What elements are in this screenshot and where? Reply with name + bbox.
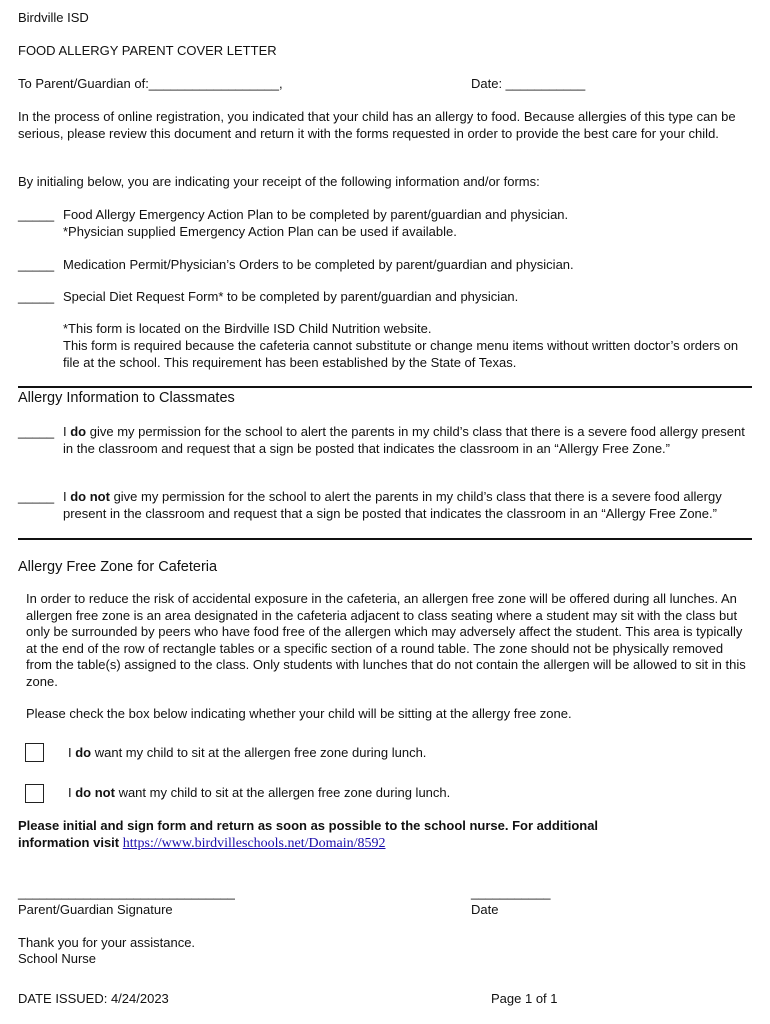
cafeteria-check-prompt: Please check the box below indicating whether your child will be sitting at the allergy free zone. [26, 706, 572, 721]
initial-blank-3[interactable]: _____ [18, 289, 55, 304]
allergen-zone-no-label: I do not want my child to sit at the allergen free zone during lunch. [68, 785, 451, 800]
initial-blank-2[interactable]: _____ [18, 257, 55, 272]
date-line: Date: ___________ [471, 76, 586, 91]
classmates-heading: Allergy Information to Classmates [18, 390, 235, 406]
form-note-location: *This form is located on the Birdville ISD Child Nutrition website. [63, 321, 432, 336]
allergen-zone-yes-checkbox[interactable] [25, 743, 44, 762]
initial-prompt: By initialing below, you are indicating your receipt of the following information and/or forms: [18, 174, 540, 189]
cafeteria-paragraph: In order to reduce the risk of accidental exposure in the cafeteria, an allergen free zone will be offered during all lunches. An allergen free zone is an area designated in the cafeteria adjacent to class seating where a student may sit with the class but only be surrounded by peers who have food free of the allergen which may adversely affect the student. This area is typically at the end of the row of rectangle tables or a specific section of a round table. The zone should not be physically removed from the table(s) assigned to the class. Only students with lunches that do not contain the allergen will be allowed to sit in this zone. [26, 591, 746, 689]
return-instruction: Please initial and sign form and return as soon as possible to the school nurse. For additional information visit https://www.birdvilleschools.net/Domain/8592 [18, 818, 599, 851]
intro-paragraph: In the process of online registration, you indicated that your child has an allergy to food. Because allergies of this type can be serious, please review this document and return it with the forms requested in order to provide the best care for your child. [18, 109, 736, 141]
allergen-zone-yes-label: I do want my child to sit at the allergen free zone during lunch. [68, 745, 427, 760]
initial-blank-classmates-do-not[interactable]: _____ [18, 489, 55, 504]
form-item-emergency-plan: Food Allergy Emergency Action Plan to be completed by parent/guardian and physician. [63, 207, 569, 222]
initial-blank-1[interactable]: _____ [18, 207, 55, 222]
page-number: Page 1 of 1 [491, 991, 558, 1006]
recipient-line: To Parent/Guardian of:__________________, [18, 76, 283, 91]
classmates-permission-do: I do give my permission for the school to alert the parents in my child’s class that there is a severe food allergy present in the classroom and request that a sign be posted that indicates the classroom in an “Allergy Free Zone.” [63, 424, 745, 456]
signature-date-line[interactable]: ___________ [471, 885, 551, 900]
school-nurse-signoff: School Nurse [18, 951, 97, 966]
allergen-zone-no-checkbox[interactable] [25, 784, 44, 803]
signature-date-label: Date [471, 902, 499, 917]
section-divider-bottom [18, 538, 752, 540]
document-title: FOOD ALLERGY PARENT COVER LETTER [18, 43, 277, 58]
section-divider-top [18, 386, 752, 388]
form-item-emergency-plan-note: *Physician supplied Emergency Action Plan can be used if available. [63, 224, 457, 239]
thank-you-text: Thank you for your assistance. [18, 935, 196, 950]
classmates-permission-do-not: I do not give my permission for the school to alert the parents in my child’s class that there is a severe food allergy present in the classroom and request that a sign be posted that indicates the classroom in an “Allergy Free Zone.” [63, 489, 722, 521]
form-item-medication-permit: Medication Permit/Physician’s Orders to be completed by parent/guardian and physician. [63, 257, 574, 272]
signature-line[interactable]: ______________________________ [18, 885, 235, 900]
form-note-requirement: This form is required because the cafeteria cannot substitute or change menu items without written doctor’s orders on file at the school. This requirement has been established by the State of Texas. [63, 338, 739, 370]
initial-blank-classmates-do[interactable]: _____ [18, 424, 55, 439]
district-name: Birdville ISD [18, 10, 89, 25]
form-item-special-diet: Special Diet Request Form* to be completed by parent/guardian and physician. [63, 289, 519, 304]
district-website-link[interactable]: https://www.birdvilleschools.net/Domain/8592 [122, 835, 386, 851]
date-issued: DATE ISSUED: 4/24/2023 [18, 991, 169, 1006]
signature-label: Parent/Guardian Signature [18, 902, 173, 917]
cafeteria-heading: Allergy Free Zone for Cafeteria [18, 559, 218, 575]
